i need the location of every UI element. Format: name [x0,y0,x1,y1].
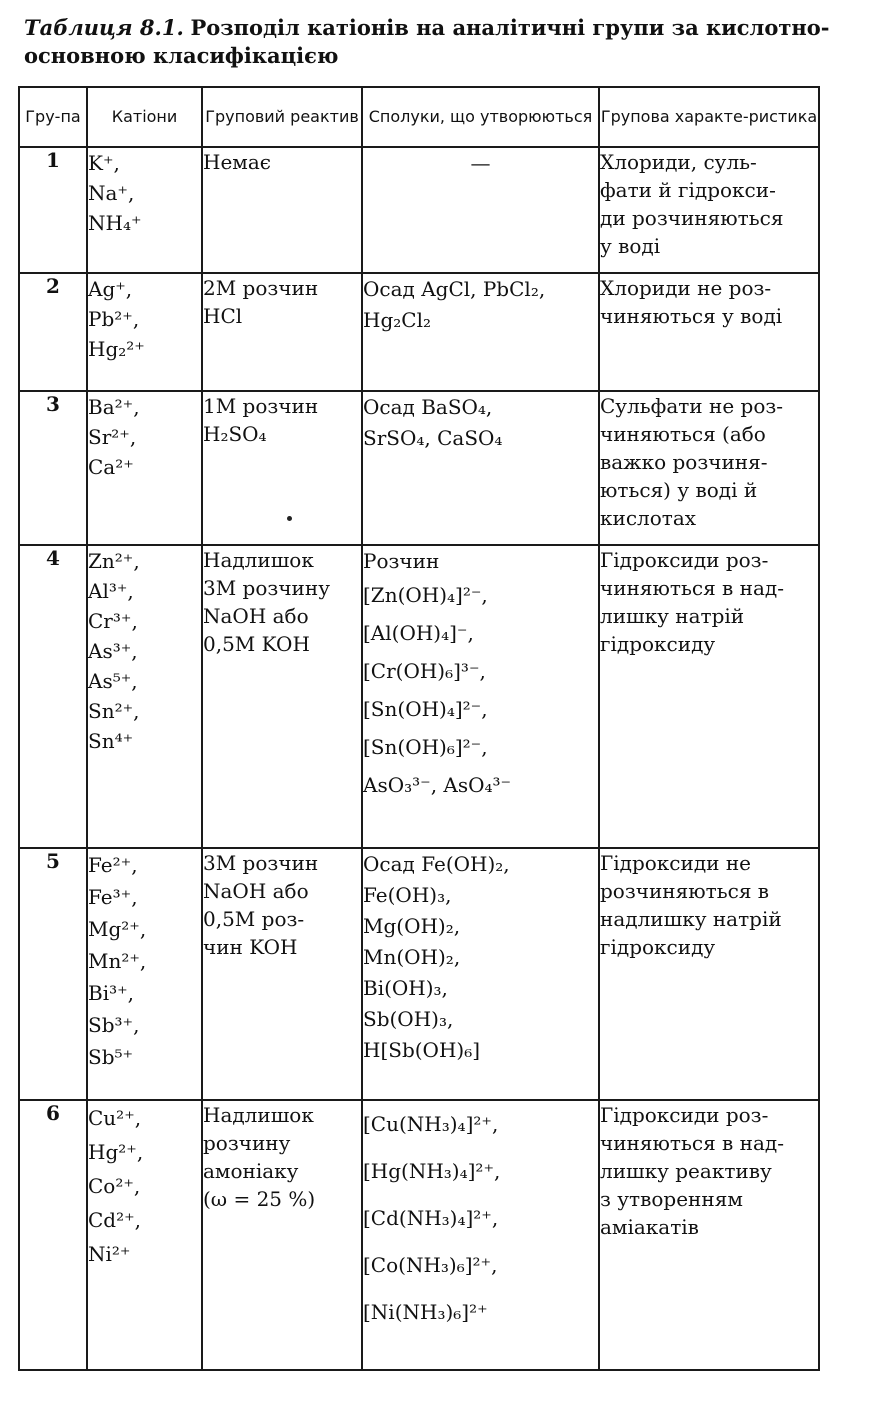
header-group: Гру-па [19,87,87,147]
characteristic-cell [599,147,819,273]
characteristic-line: чиняються в над- [600,576,784,600]
group-number: 3 [19,391,87,545]
cation: Cu²⁺, [88,1106,142,1130]
cation: Co²⁺, [88,1174,141,1198]
compounds-cell [362,848,599,1100]
compound: Розчин [363,549,440,573]
compound: Bi(OH)₃, [363,976,448,1000]
header-cations: Катіони [87,87,202,147]
reagent-line: HCl [203,304,243,328]
characteristic-line: ди розчиняються [600,206,784,230]
reagent-cell [202,391,362,545]
compound: [Sn(OH)₆]²⁻, [363,735,488,759]
characteristic-line: важко розчиня- [600,450,768,474]
table-row [19,848,819,1100]
characteristic-line: Хлориди не роз- [600,276,772,300]
characteristic-line: чиняються в над- [600,1131,784,1155]
table-title: Розподіл катіонів на аналітичні групи за кислотно-основною класифікацією [24,15,830,68]
reagent-line: Надлишок [203,548,314,572]
compound: [Cr(OH)₆]³⁻, [363,659,486,683]
compounds-cell [362,273,599,391]
header-reagent: Груповий реактив [202,87,362,147]
characteristic-cell [599,545,819,848]
group-number: 1 [19,147,87,273]
reagent-line: 3M розчин [203,851,319,875]
cation: Zn²⁺, [88,549,140,573]
cations-cell [87,1100,202,1370]
compound: AsO₃³⁻, AsO₄³⁻ [363,773,512,797]
group-number: 5 [19,848,87,1100]
cation: Sn²⁺, [88,699,140,723]
cation: Cr³⁺, [88,609,138,633]
reagent-line: 3M розчину [203,576,330,600]
cation: NH₄⁺ [88,211,142,235]
compound: SrSO₄, CaSO₄ [363,426,503,450]
table-row [19,545,819,848]
cation: Sb³⁺, [88,1013,140,1037]
characteristic-line: чиняються у воді [600,304,783,328]
compound: Осад BaSO₄, [363,395,493,419]
reagent-cell [202,545,362,848]
characteristic-cell [599,391,819,545]
cations-cell [87,848,202,1100]
reagent-line: H₂SO₄ [203,422,267,446]
cation: Ni²⁺ [88,1242,131,1266]
cation: Mg²⁺, [88,917,147,941]
cations-cell [87,545,202,848]
table-row [19,391,819,545]
reagent-line: NaOH або [203,879,309,903]
cation: Ba²⁺, [88,395,140,419]
cation: Pb²⁺, [88,307,140,331]
compound: — [470,151,491,175]
compound: Осад AgCl, PbCl₂, [363,277,546,301]
cations-cell [87,391,202,545]
compound: [Sn(OH)₄]²⁻, [363,697,488,721]
cation: As⁵⁺, [88,669,138,693]
cation: Bi³⁺, [88,981,135,1005]
header-compounds: Сполуки, що утворюються [362,87,599,147]
cation: Fe²⁺, [88,853,138,877]
group-number: 2 [19,273,87,391]
reagent-line: Надлишок [203,1103,314,1127]
compound: Mg(OH)₂, [363,914,461,938]
cation: Cd²⁺, [88,1208,142,1232]
cation: As³⁺, [88,639,138,663]
table-number: Таблиця 8.1. [24,15,184,40]
characteristic-line: гідроксиду [600,632,716,656]
characteristic-line: розчиняються в [600,879,770,903]
header-characteristic: Групова характе-ристика [599,87,819,147]
characteristic-line: аміакатів [600,1215,699,1239]
reagent-cell [202,273,362,391]
characteristic-line: Гідроксиди не [600,851,751,875]
cation: Mn²⁺, [88,949,147,973]
characteristic-line: надлишку натрій [600,907,782,931]
compounds-cell [362,1100,599,1370]
table-row [19,147,819,273]
compound: Mn(OH)₂, [363,945,461,969]
cation: Al³⁺, [88,579,134,603]
characteristic-line: гідроксиду [600,935,716,959]
characteristic-line: лишку натрій [600,604,745,628]
characteristic-cell [599,273,819,391]
reagent-line: 0,5M роз- [203,907,305,931]
characteristic-line: кислотах [600,506,697,530]
compound: [Cd(NH₃)₄]²⁺, [363,1206,499,1230]
compounds-cell [362,545,599,848]
characteristic-line: з утворенням [600,1187,743,1211]
characteristic-line: лишку реактиву [600,1159,772,1183]
compound: Sb(OH)₃, [363,1007,454,1031]
compounds-cell [362,147,599,273]
characteristic-cell [599,848,819,1100]
reagent-line: 0,5M KOH [203,632,310,656]
compound: [Cu(NH₃)₄]²⁺, [363,1112,499,1136]
reagent-cell [202,848,362,1100]
compound: H[Sb(OH)₆] [363,1038,481,1062]
reagent-line: чин KOH [203,935,298,959]
table-caption [24,14,844,70]
reagent-line: NaOH або [203,604,309,628]
reagent-line: розчину [203,1131,291,1155]
characteristic-line: у воді [600,234,661,258]
reagent-cell [202,147,362,273]
reagent-cell [202,1100,362,1370]
characteristic-line: Хлориди, суль- [600,150,757,174]
cation: Sr²⁺, [88,425,137,449]
table-row [19,273,819,391]
characteristic-line: Гідроксиди роз- [600,548,769,572]
cation: Na⁺, [88,181,135,205]
cation-groups-table [18,86,820,1371]
cations-cell [87,273,202,391]
compounds-cell [362,391,599,545]
characteristic-line: ються) у воді й [600,478,758,502]
reagent-line: амоніаку [203,1159,299,1183]
reagent-line: Немає [203,150,271,174]
cation: Ca²⁺ [88,455,134,479]
group-number: 4 [19,545,87,848]
characteristic-line: фати й гідрокси- [600,178,776,202]
compound: [Hg(NH₃)₄]²⁺, [363,1159,501,1183]
cation: Fe³⁺, [88,885,138,909]
reagent-line: 1M розчин [203,394,319,418]
cation: Hg₂²⁺ [88,337,145,361]
reagent-line: 2M розчин [203,276,319,300]
characteristic-cell [599,1100,819,1370]
cation: Hg²⁺, [88,1140,144,1164]
compound: Осад Fe(OH)₂, [363,852,510,876]
cation: K⁺, [88,151,120,175]
characteristic-line: чиняються (або [600,422,766,446]
cation: Ag⁺, [88,277,133,301]
reagent-line: (ω = 25 %) [203,1187,316,1211]
characteristic-line: Сульфати не роз- [600,394,784,418]
table-header-row [19,87,819,147]
compound: [Ni(NH₃)₆]²⁺ [363,1300,488,1324]
compound: [Al(OH)₄]⁻, [363,621,474,645]
characteristic-line: Гідроксиди роз- [600,1103,769,1127]
cations-cell [87,147,202,273]
compound: Fe(OH)₃, [363,883,452,907]
cation: Sb⁵⁺ [88,1045,134,1069]
print-speck [287,516,292,521]
table-row [19,1100,819,1370]
compound: [Co(NH₃)₆]²⁺, [363,1253,498,1277]
compound: Hg₂Cl₂ [363,308,431,332]
cation: Sn⁴⁺ [88,729,134,753]
compound: [Zn(OH)₄]²⁻, [363,583,488,607]
group-number: 6 [19,1100,87,1370]
